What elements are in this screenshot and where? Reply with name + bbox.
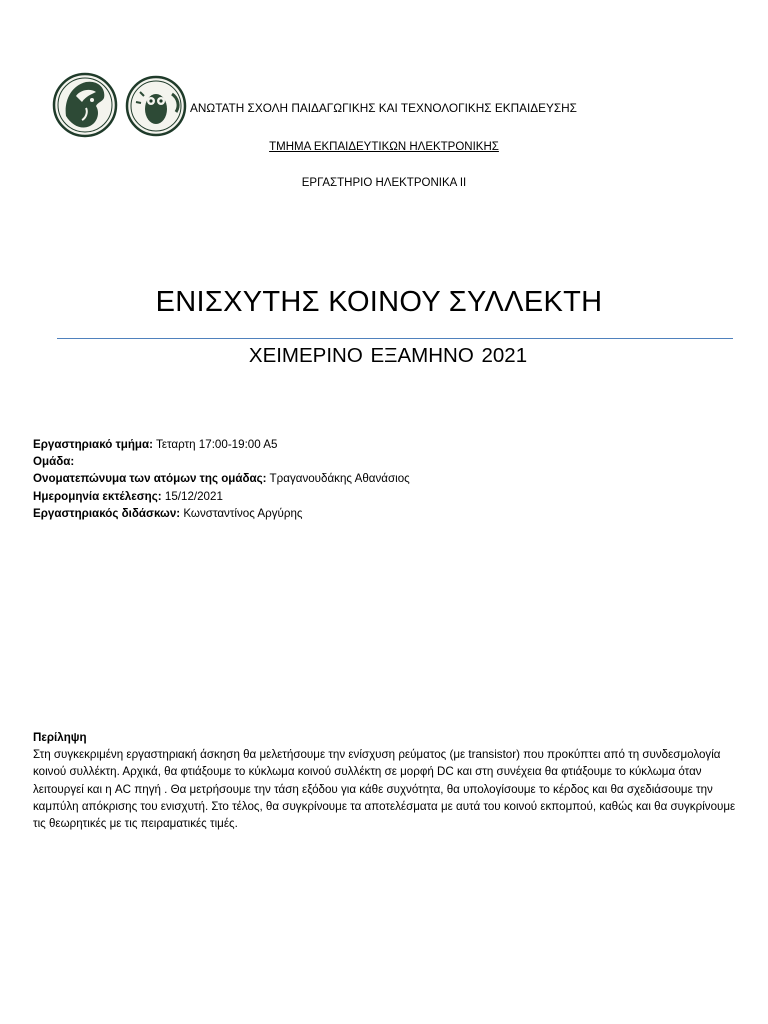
info-label: Εργαστηριακό τμήμα: (33, 438, 154, 451)
info-label: Ομάδα: (33, 455, 75, 469)
institution-logo (52, 72, 202, 138)
lab-name: ΕΡΓΑΣΤΗΡΙΟ ΗΛΕΚΤΡΟΝΙΚΑ ΙΙ (301, 177, 467, 189)
info-value: Τραγανουδάκης Αθανάσιος (266, 472, 410, 486)
info-block (33, 436, 410, 522)
info-line-members (33, 470, 410, 487)
institution-name: ΑΝΩΤΑΤΗ ΣΧΟΛΗ ΠΑΙΔΑΓΩΓΙΚΗΣ ΚΑΙ ΤΕΧΝΟΛΟΓΙΚΗΣ ΕΚΠΑΙΔΕΥΣΗΣ (190, 101, 577, 115)
info-value: Τεταρτη 17:00-19:00 Α5 (153, 438, 278, 451)
summary-heading: Περίληψη (33, 731, 87, 744)
info-line-team (33, 453, 410, 470)
info-label: Ημερομηνία εκτέλεσης: (33, 489, 162, 503)
info-label: Ονοματεπώνυμα των ατόμων της ομάδας: (33, 472, 267, 486)
info-line-date (33, 488, 410, 505)
department-name: ΤΜΗΜΑ ΕΚΠΑΙΔΕΥΤΙΚΩΝ ΗΛΕΚΤΡΟΝΙΚΗΣ (269, 141, 499, 153)
info-value: 15/12/2021 (161, 489, 223, 503)
info-line-lab-section (33, 436, 410, 453)
title-divider (57, 338, 733, 339)
info-value: Κωνσταντίνος Αργύρης (180, 506, 303, 520)
document-subtitle: ΧΕΙΜΕΡΙΝΟ ΕΞΑΜΗΝΟ 2021 (248, 344, 528, 367)
info-label: Εργαστηριακός διδάσκων: (33, 506, 181, 520)
summary-text: Στη συγκεκριμένη εργαστηριακή άσκηση θα μελετήσουμε την ενίσχυση ρεύματος (με transistor) που προκύπτει από τη συνδεσμολογία κοινού συλλέκτη. Αρχικά, θα φτιάξουμε το κύκλωμα κοινού συλλέκτη σε μορφή DC και στη συνέχεια θα φτιάξουμε το κύκλωμα όταν λειτουργεί και η AC πηγή . Θα μετρήσουμε την τάση εξόδου για κάθε συχνότητα, θα υπολογίσουμε το κέρδος και θα σχεδιάσουμε την καμπύλη απόκρισης του ενισχυτή. Στο τέλος, θα συγκρίνουμε τα αποτελέσματα με αυτά του κοινού εκπομπού, καθώς και θα συγκρίνουμε τις θεωρητικές με τις πειραματικές τιμές. (33, 748, 736, 831)
summary-section (33, 729, 737, 832)
info-line-instructor (33, 505, 410, 522)
document-title: ΕΝΙΣΧΥΤΗΣ ΚΟΙΝΟΥ ΣΥΛΛΕΚΤΗ (155, 286, 603, 318)
